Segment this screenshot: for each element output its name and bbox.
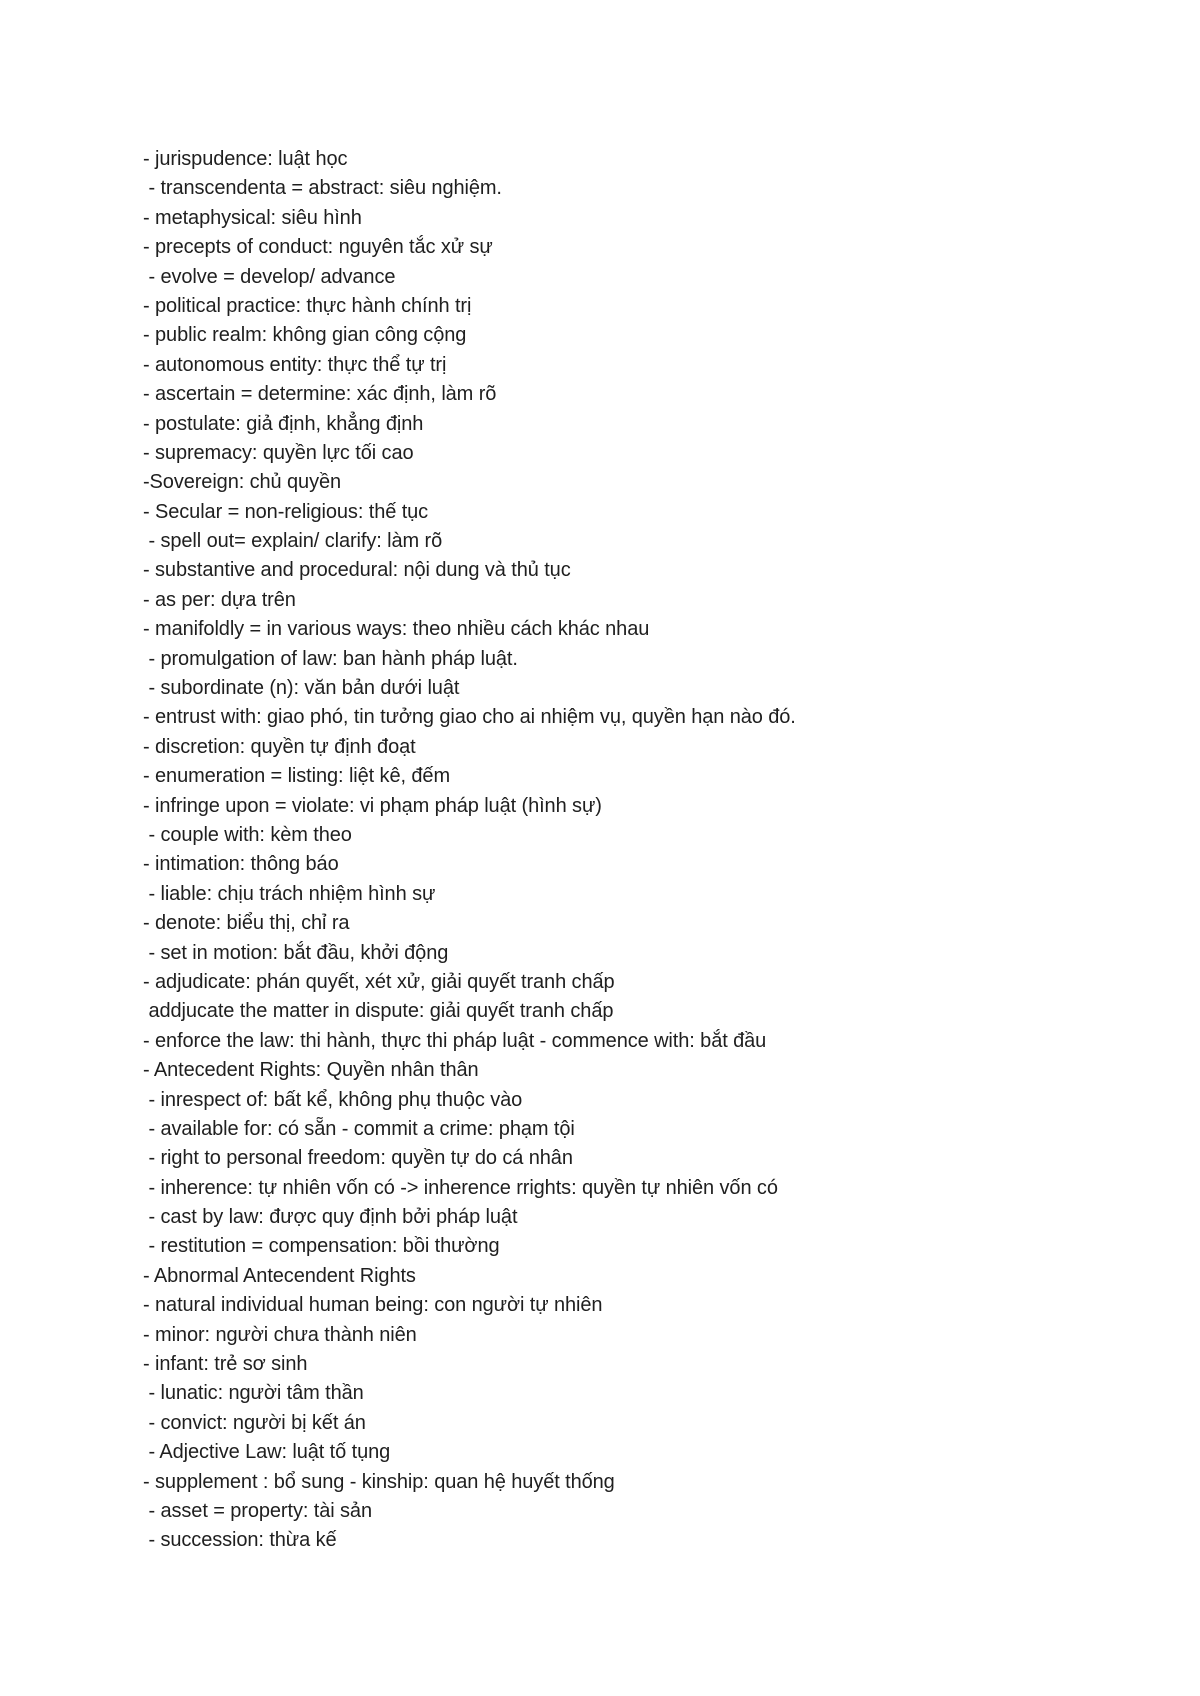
vocab-line: - Adjective Law: luật tố tụng	[143, 1441, 391, 1464]
vocab-line: - supplement : bổ sung - kinship: quan hệ huyết thống	[143, 1470, 615, 1493]
vocab-line: - inrespect of: bất kể, không phụ thuộc vào	[143, 1088, 523, 1111]
vocab-line: - jurispudence: luật học	[143, 148, 348, 170]
vocab-line: - intimation: thông báo	[143, 853, 339, 876]
vocab-line: - natural individual human being: con người tự nhiên	[143, 1294, 603, 1317]
vocab-line: - right to personal freedom: quyền tự do cá nhân	[143, 1147, 573, 1170]
vocab-line: - infant: trẻ sơ sinh	[143, 1353, 308, 1376]
vocab-line: - transcendenta = abstract: siêu nghiệm.	[143, 177, 502, 200]
vocab-line: - supremacy: quyền lực tối cao	[143, 441, 414, 464]
vocab-line: - available for: có sẵn - commit a crime: phạm tội	[143, 1117, 575, 1140]
vocab-line: - convict: người bị kết án	[143, 1411, 366, 1434]
vocab-line: - Antecedent Rights: Quyền nhân thân	[143, 1059, 479, 1082]
vocab-line: - metaphysical: siêu hình	[143, 206, 362, 229]
vocab-line: - lunatic: người tâm thần	[143, 1382, 364, 1405]
vocab-line: - inherence: tự nhiên vốn có -> inherence rrights: quyền tự nhiên vốn có	[143, 1176, 778, 1199]
vocab-line: - promulgation of law: ban hành pháp luật.	[143, 647, 518, 670]
vocab-line: - subordinate (n): văn bản dưới luật	[143, 677, 460, 700]
vocab-line: - couple with: kèm theo	[143, 823, 352, 846]
vocab-line: - liable: chịu trách nhiệm hình sự	[143, 882, 436, 905]
vocab-line: - spell out= explain/ clarify: làm rõ	[143, 530, 443, 553]
vocab-line: - as per: dựa trên	[143, 588, 296, 611]
vocab-line: - manifoldly = in various ways: theo nhiều cách khác nhau	[143, 618, 650, 641]
vocab-line: - entrust with: giao phó, tin tưởng giao cho ai nhiệm vụ, quyền hạn nào đó.	[143, 706, 796, 729]
vocab-line: - autonomous entity: thực thể tự trị	[143, 353, 447, 376]
vocab-line: addjucate the matter in dispute: giải quyết tranh chấp	[143, 1000, 614, 1023]
vocab-line: - succession: thừa kế	[143, 1529, 337, 1552]
vocab-line: - cast by law: được quy định bởi pháp luật	[143, 1206, 518, 1229]
vocab-line: - denote: biểu thị, chỉ ra	[143, 912, 350, 935]
vocab-line: - asset = property: tài sản	[143, 1499, 372, 1522]
vocab-line: - restitution = compensation: bồi thường	[143, 1235, 500, 1258]
vocab-line: - discretion: quyền tự định đoạt	[143, 735, 416, 758]
vocab-line: - Secular = non-religious: thế tục	[143, 500, 429, 523]
vocab-line: - public realm: không gian công cộng	[143, 324, 467, 347]
vocab-line: - enumeration = listing: liệt kê, đếm	[143, 765, 451, 788]
vocab-line: - substantive and procedural: nội dung và thủ tục	[143, 559, 571, 582]
vocab-line: - political practice: thực hành chính trị	[143, 294, 472, 317]
vocab-line: - enforce the law: thi hành, thực thi pháp luật - commence with: bắt đầu	[143, 1029, 767, 1052]
vocab-line: - set in motion: bắt đầu, khởi động	[143, 941, 449, 964]
vocabulary-list	[143, 145, 796, 1556]
vocab-line: - minor: người chưa thành niên	[143, 1323, 417, 1346]
vocab-line: - infringe upon = violate: vi phạm pháp luật (hình sự)	[143, 794, 602, 817]
vocab-line: -Sovereign: chủ quyền	[143, 471, 342, 494]
vocab-line: - Abnormal Antecendent Rights	[143, 1264, 416, 1287]
vocab-line: - ascertain = determine: xác định, làm rõ	[143, 383, 497, 406]
vocab-line: - adjudicate: phán quyết, xét xử, giải quyết tranh chấp	[143, 970, 615, 993]
vocab-line: - evolve = develop/ advance	[143, 265, 396, 288]
vocab-line: - precepts of conduct: nguyên tắc xử sự	[143, 236, 493, 259]
vocab-line: - postulate: giả định, khẳng định	[143, 412, 424, 435]
